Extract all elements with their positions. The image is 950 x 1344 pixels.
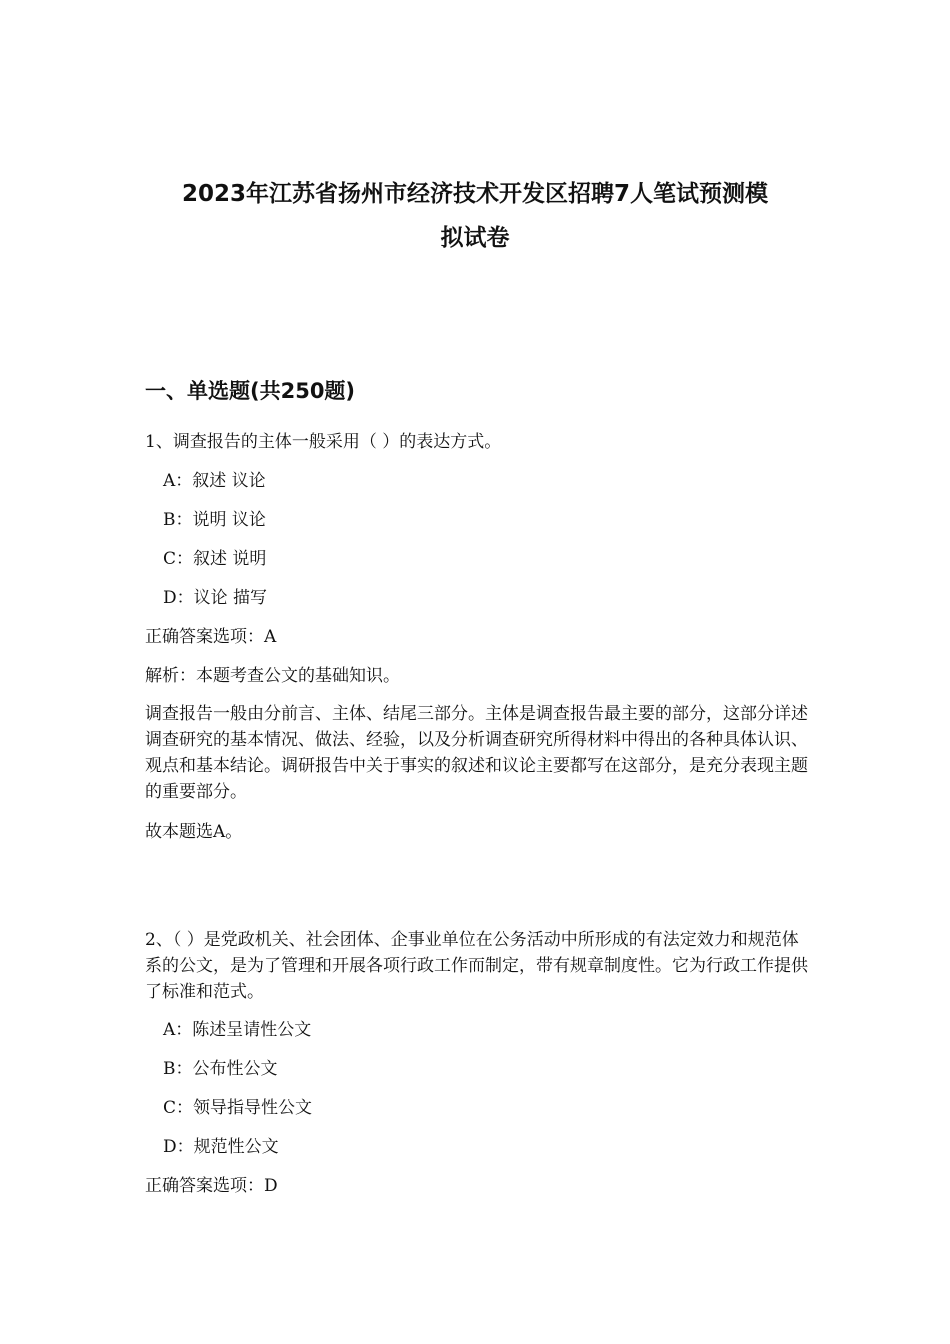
question-stem: 2、（ ）是党政机关、社会团体、企事业单位在公务活动中所形成的有法定效力和规范体系的公文，是为了管理和开展各项行政工作而制定，带有规章制度性。它为行政工作提供了标准和范式。 [145, 930, 808, 1002]
option-d: D：规范性公文 [163, 1137, 279, 1157]
document-title [120, 172, 830, 260]
title-line-1: 2023年江苏省扬州市经济技术开发区招聘7人笔试预测模 [181, 181, 769, 207]
title-line-2: 拟试卷 [440, 225, 510, 251]
option-b: B：说明 议论 [163, 510, 266, 530]
answer-line: 正确答案选项：D [145, 1176, 278, 1196]
conclusion-line: 故本题选A。 [145, 822, 243, 842]
option-a: A：陈述呈请性公文 [163, 1020, 312, 1040]
analysis-body: 调查报告一般由分前言、主体、结尾三部分。主体是调查报告最主要的部分，这部分详述调查研究的基本情况、做法、经验，以及分析调查研究所得材料中得出的各种具体认识、观点和基本结论。调研报告中关于事实的叙述和议论主要都写在这部分，是充分表现主题的重要部分。 [145, 704, 808, 802]
answer-line: 正确答案选项：A [145, 627, 277, 647]
question-stem: 1、调查报告的主体一般采用（ ）的表达方式。 [145, 432, 502, 452]
section-heading: 一、单选题(共250题) [145, 379, 356, 403]
question-1 [145, 423, 810, 852]
option-c: C：叙述 说明 [163, 549, 267, 569]
option-b: B：公布性公文 [163, 1059, 278, 1079]
option-c: C：领导指导性公文 [163, 1098, 313, 1118]
option-a: A：叙述 议论 [163, 471, 266, 491]
analysis-title: 解析：本题考查公文的基础知识。 [145, 666, 400, 686]
question-2 [145, 921, 810, 1206]
option-d: D：议论 描写 [163, 588, 268, 608]
